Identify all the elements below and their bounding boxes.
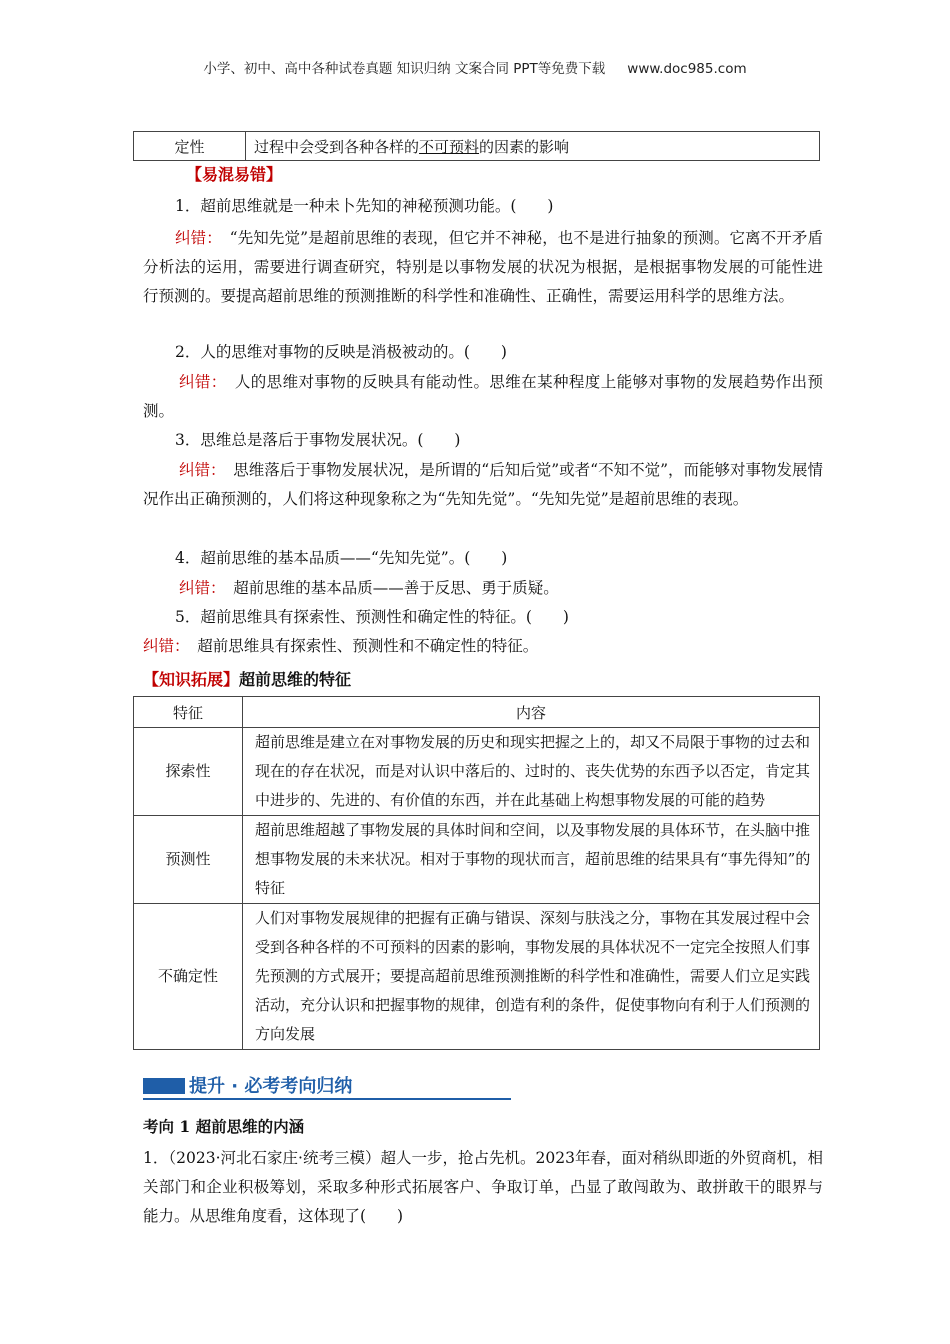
banner-underline xyxy=(143,1098,511,1100)
correction-text: “先知先觉”是超前思维的表现，但它并不神秘，也不是进行抽象的预测。它离不开矛盾分析法的运用，需要进行调查研究，特别是以事物发展的状况为根据，是根据事物发展的可能性进行预测的。要提高超前思维的预测推断的科学性和准确性、正确性，需要运用科学的思维方法。 xyxy=(143,229,823,305)
question-5: 5．超前思维具有探索性、预测性和确定性的特征。( ) xyxy=(175,608,569,626)
correction-4 xyxy=(179,574,559,603)
correction-text: 超前思维的基本品质——善于反思、勇于质疑。 xyxy=(233,579,559,597)
table-cell: 定性 xyxy=(134,132,246,161)
table-cell xyxy=(246,132,820,161)
content-cell: 超前思维超越了事物发展的具体时间和空间，以及事物发展的具体环节，在头脑中推想事物发展的未来状况。相对于事物的现状而言，超前思维的结果具有“事先得知”的特征 xyxy=(243,816,820,904)
correction-text: 超前思维具有探索性、预测性和不确定性的特征。 xyxy=(197,637,539,655)
direction-question: 1．（2023·河北石家庄·统考三模）超人一步，抢占先机。2023年春，面对稍纵即逝的外贸商机，相关部门和企业积极筹划，采取多种形式拓展客户、争取订单，凸显了敢闯敢为、敢拼敢干的眼界与能力。从思维角度看，这体现了( ) xyxy=(143,1149,823,1225)
feature-cell: 预测性 xyxy=(134,816,243,904)
correction-label: 纠错： xyxy=(143,637,182,655)
correction-1 xyxy=(143,224,823,311)
correction-label: 纠错： xyxy=(175,229,215,247)
table-header-row xyxy=(134,697,820,728)
page-header xyxy=(0,57,950,77)
correction-label: 纠错： xyxy=(179,373,219,391)
correction-label: 纠错： xyxy=(179,461,218,479)
confusion-title: 【易混易错】 xyxy=(186,165,283,184)
correction-label: 纠错： xyxy=(179,579,218,597)
correction-text: 人的思维对事物的反映具有能动性。思维在某种程度上能够对事物的发展趋势作出预测。 xyxy=(143,373,823,420)
correction-text: 思维落后于事物发展状况，是所谓的“后知后觉”或者“不知不觉”，而能够对事物发展情况作出正确预测的，人们将这种现象称之为“先知先觉”。“先知先觉”是超前思维的表现。 xyxy=(143,461,823,508)
column-header: 特征 xyxy=(134,697,243,728)
cell-text: 过程中会受到各种各样的 xyxy=(254,137,420,156)
direction-title: 考向 1 超前思维的内涵 xyxy=(143,1117,305,1136)
question-2: 2．人的思维对事物的反映是消极被动的。( ) xyxy=(175,343,507,361)
question-3: 3．思维总是落后于事物发展状况。( ) xyxy=(175,431,461,449)
content-cell: 人们对事物发展规律的把握有正确与错误、深刻与肤浅之分，事物在其发展过程中会受到各种各样的不可预料的因素的影响，事物发展的具体状况不一定完全按照人们事先预测的方式展开；要提高超前思维预测推断的科学性和准确性，需要人们立足实践活动，充分认识和把握事物的规律，创造有利的条件，促使事物向有利于人们预测的方向发展 xyxy=(243,904,820,1050)
header-url[interactable]: www.doc985.com xyxy=(627,61,747,77)
content-cell: 超前思维是建立在对事物发展的历史和现实把握之上的，却又不局限于事物的过去和现在的存在状况，而是对认识中落后的、过时的、丧失优势的东西予以否定，肯定其中进步的、先进的、有价值的东西，并在此基础上构想事物发展的可能的趋势 xyxy=(243,728,820,816)
table-row xyxy=(134,904,820,1050)
banner-title: 提升 · 必考考向归纳 xyxy=(189,1076,353,1097)
feature-cell: 探索性 xyxy=(134,728,243,816)
table-row xyxy=(134,816,820,904)
correction-5 xyxy=(143,632,538,661)
banner-bar xyxy=(143,1078,185,1094)
extension-heading xyxy=(143,667,351,690)
column-header: 内容 xyxy=(243,697,820,728)
feature-cell: 不确定性 xyxy=(134,904,243,1050)
underlined-text: 不可预料 xyxy=(419,137,480,156)
section-banner xyxy=(143,1072,511,1100)
question-4: 4．超前思维的基本品质——“先知先觉”。( ) xyxy=(175,549,508,567)
correction-3 xyxy=(143,456,823,514)
top-table xyxy=(133,131,820,161)
table-row xyxy=(134,728,820,816)
extension-title: 【知识拓展】 xyxy=(143,670,240,689)
correction-2 xyxy=(143,368,823,426)
cell-text: 的因素的影响 xyxy=(479,137,570,156)
question-1: 1．超前思维就是一种未卜先知的神秘预测功能。( ) xyxy=(175,197,554,215)
feature-table xyxy=(133,696,820,1050)
extension-subtitle: 超前思维的特征 xyxy=(239,670,352,689)
header-text: 小学、初中、高中各种试卷真题 知识归纳 文案合同 PPT等免费下载 xyxy=(203,61,606,77)
table-row xyxy=(134,132,820,161)
